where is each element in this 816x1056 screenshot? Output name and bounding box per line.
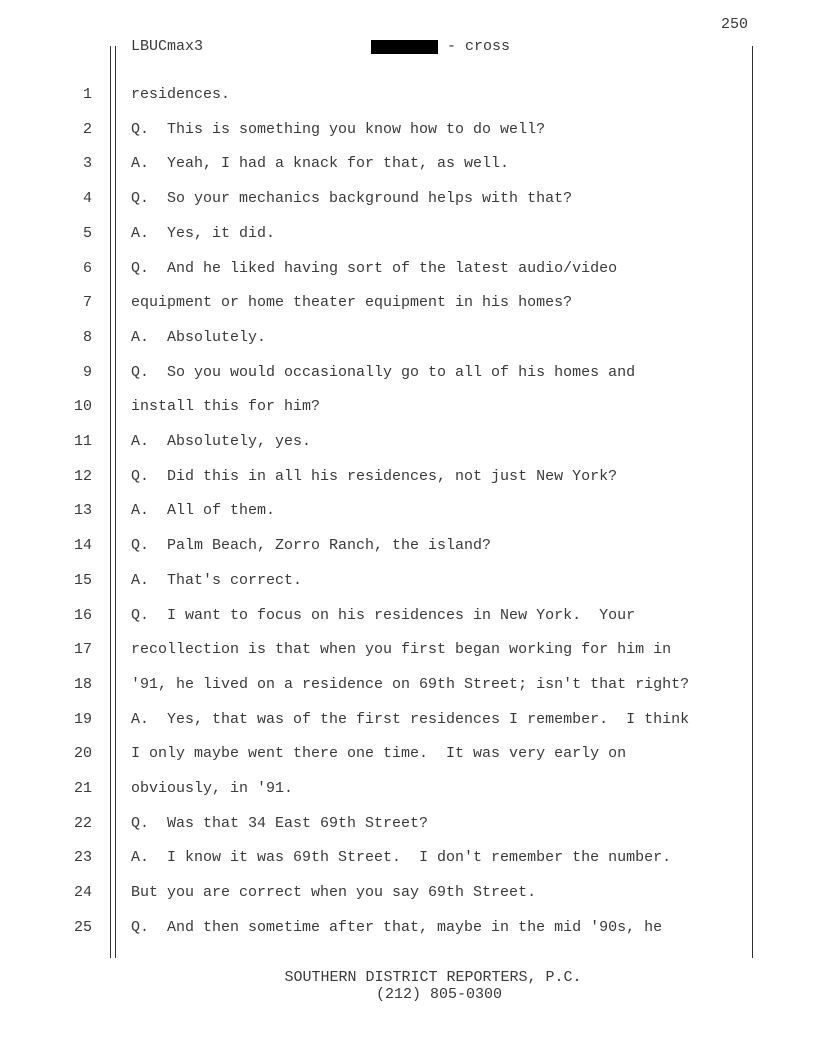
line-number: 14	[73, 537, 92, 555]
line-number: 18	[73, 675, 92, 693]
line-number: 19	[73, 710, 92, 728]
transcript-line: Q. And then sometime after that, maybe in the mid '90s, he	[131, 918, 663, 936]
line-number: 22	[73, 814, 92, 832]
transcript-line: '91, he lived on a residence on 69th Street; isn't that right?	[131, 675, 690, 693]
line-number: 21	[73, 780, 92, 797]
transcript-line: Q. Did this in all his residences, not just New York?	[131, 467, 618, 485]
header-section-label: - cross	[447, 38, 511, 55]
line-number: 5	[82, 224, 92, 242]
line-number: 16	[73, 606, 92, 624]
line-number: 23	[73, 849, 92, 867]
transcript-line: But you are correct when you say 69th Street.	[131, 884, 537, 902]
transcript-line: Q. Was that 34 East 69th Street?	[131, 814, 429, 832]
line-number: 11	[73, 433, 92, 450]
transcript-line: A. Absolutely, yes.	[131, 433, 312, 450]
redaction-block	[371, 40, 438, 54]
transcript-line: obviously, in '91.	[131, 780, 294, 797]
line-number: 10	[73, 398, 92, 416]
line-number: 25	[73, 918, 92, 936]
line-number: 7	[82, 294, 92, 312]
transcript-line: Q. So you would occasionally go to all of his homes and	[131, 363, 636, 381]
left-margin-rule-inner	[115, 46, 116, 958]
footer-phone: (212) 805-0300	[375, 986, 503, 1003]
line-number: 6	[82, 259, 92, 277]
footer-company: SOUTHERN DISTRICT REPORTERS, P.C.	[284, 969, 582, 986]
right-margin-rule	[752, 46, 753, 958]
line-number: 8	[82, 328, 92, 346]
line-number: 17	[73, 641, 92, 659]
line-number: 9	[82, 363, 92, 381]
transcript-line: A. Yes, that was of the first residences I remember. I think	[131, 710, 690, 728]
transcript-line: A. I know it was 69th Street. I don't remember the number.	[131, 849, 672, 867]
transcript-line: A. Yes, it did.	[131, 224, 276, 242]
line-number: 1	[82, 86, 92, 103]
transcript-line: Q. And he liked having sort of the latest audio/video	[131, 259, 618, 277]
transcript-line: A. All of them.	[131, 502, 276, 520]
line-number: 2	[82, 120, 92, 138]
line-number: 15	[73, 571, 92, 589]
line-number: 13	[73, 502, 92, 520]
line-number: 12	[73, 467, 92, 485]
page-number: 250	[720, 16, 748, 33]
transcript-line: Q. So your mechanics background helps with that?	[131, 190, 573, 208]
transcript-line: Q. I want to focus on his residences in New York. Your	[131, 606, 636, 624]
transcript-line: A. That's correct.	[131, 571, 303, 589]
left-margin-rule	[110, 46, 111, 958]
line-number: 4	[82, 190, 92, 208]
transcript-line: A. Absolutely.	[131, 328, 267, 346]
transcript-line: Q. Palm Beach, Zorro Ranch, the island?	[131, 537, 492, 555]
header-witness	[371, 38, 510, 55]
line-number: 24	[73, 884, 92, 902]
transcript-line: equipment or home theater equipment in his homes?	[131, 294, 573, 312]
transcript-line: residences.	[131, 86, 231, 103]
transcript-line: install this for him?	[131, 398, 321, 416]
line-number: 3	[82, 155, 92, 173]
header-case-code: LBUCmax3	[131, 38, 204, 55]
transcript-line: Q. This is something you know how to do well?	[131, 120, 546, 138]
transcript-line: I only maybe went there one time. It was very early on	[131, 745, 627, 763]
transcript-line: A. Yeah, I had a knack for that, as well.	[131, 155, 510, 173]
transcript-line: recollection is that when you first began working for him in	[131, 641, 672, 659]
line-number: 20	[73, 745, 92, 763]
